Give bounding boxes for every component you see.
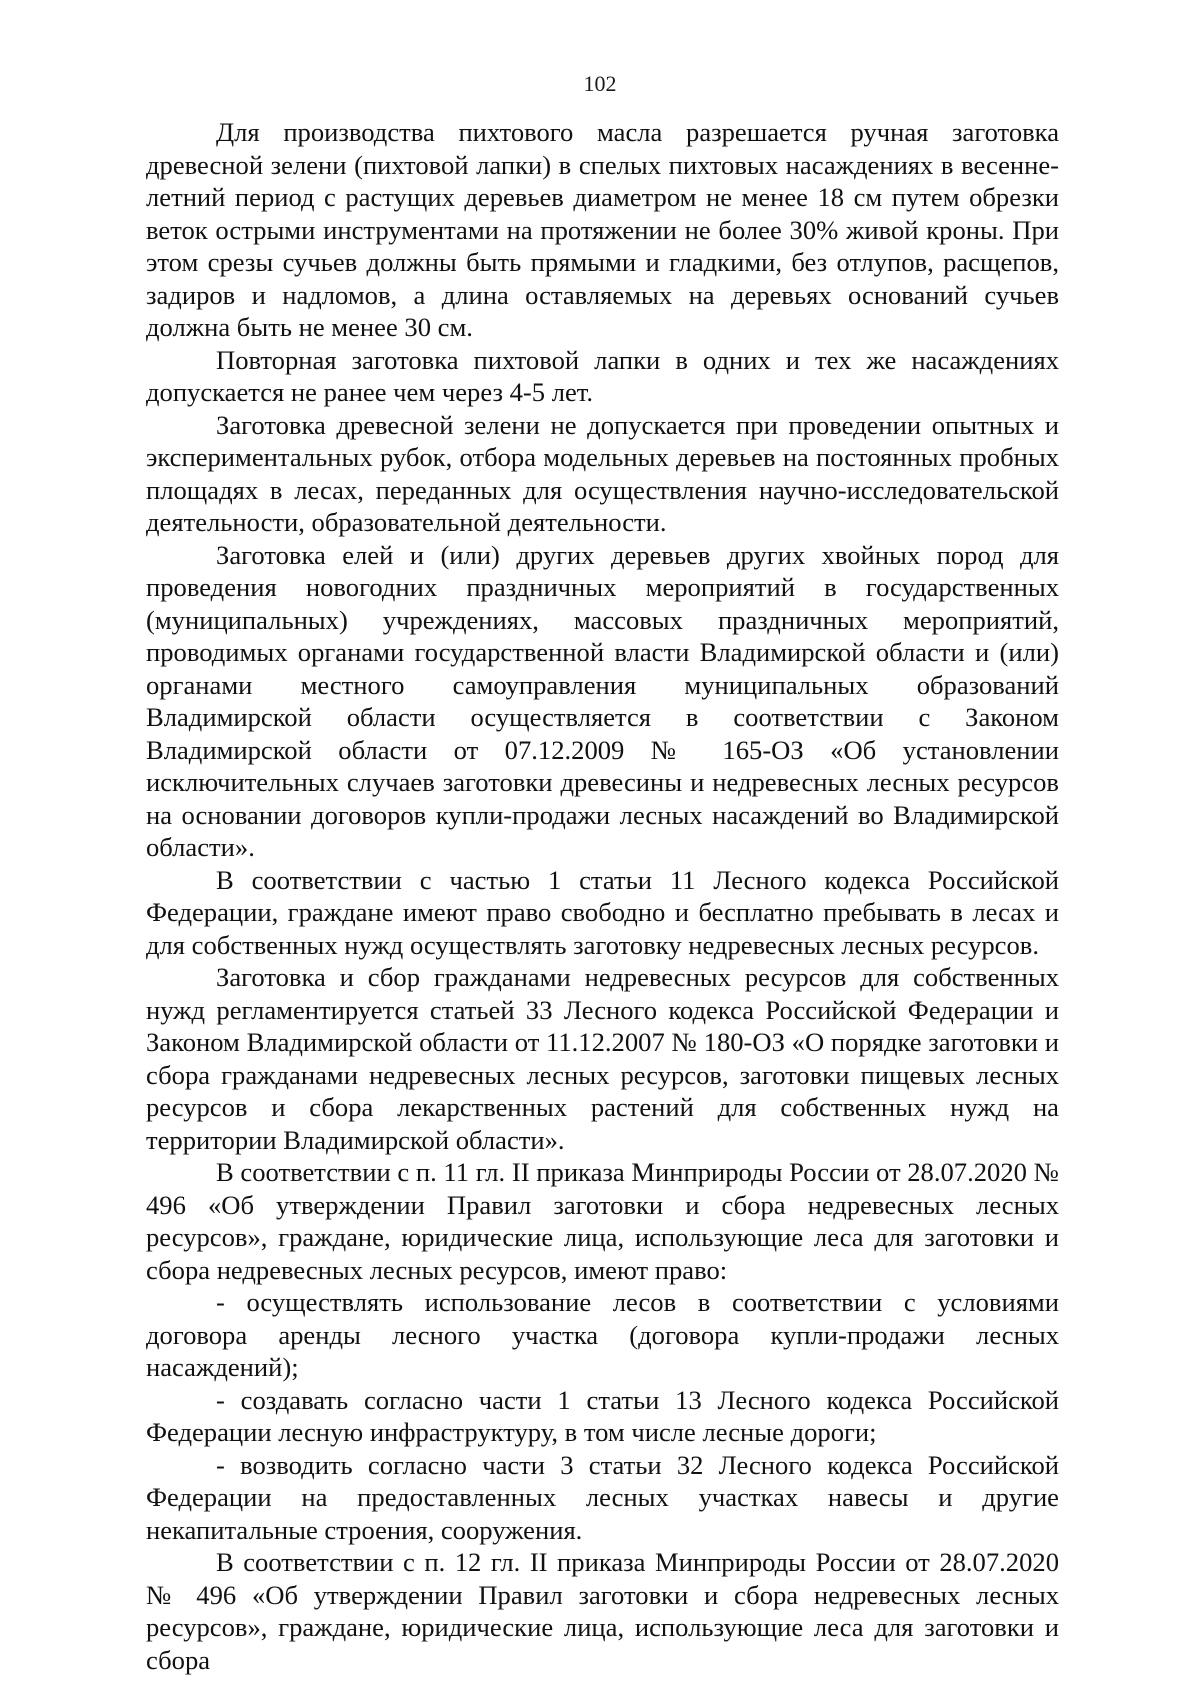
paragraph-repeat-harvesting: Повторная заготовка пихтовой лапки в одних и тех же насаждениях допускается не ранее чем через 4-5 лет. bbox=[146, 344, 1059, 407]
list-item-structures: - возводить согласно части 3 статьи 32 Лесного кодекса Российской Федерации на предоставленных лесных участках навесы и другие некапитальные строения, сооружения. bbox=[146, 1449, 1059, 1545]
paragraph-citizens-rights: В соответствии с частью 1 статьи 11 Лесного кодекса Российской Федерации, граждане имеют право свободно и бесплатно пребывать в лесах и для собственных нужд осуществлять заготовку недревесных лесных ресурсов. bbox=[146, 864, 1059, 960]
paragraph-new-year-trees: Заготовка елей и (или) других деревьев других хвойных пород для проведения новогодних праздничных мероприятий в государственных (муниципальных) учреждениях, массовых праздничных мероприятий, проводимых органами государственной власти Владимирской области и (или) органами местного самоуправления муниципальных образований Владимирской области осуществляется в соответствии с Законом Владимирской области от 07.12.2009 № 165-ОЗ «Об установлении исключительных случаев заготовки древесины и недревесных лесных ресурсов на основании договоров купли-продажи лесных насаждений во Владимирской области». bbox=[146, 539, 1059, 862]
paragraph-greenery-restrictions: Заготовка древесной зелени не допускается при проведении опытных и экспериментальных рубок, отбора модельных деревьев на постоянных пробных площадях в лесах, переданных для осуществления научно-исследовательской деятельности, образовательной деятельности. bbox=[146, 409, 1059, 537]
paragraph-fir-oil-harvesting: Для производства пихтового масла разрешается ручная заготовка древесной зелени (пихтовой лапки) в спелых пихтовых насаждениях в весенне-летний период с растущих деревьев диаметром не менее 18 см путем обрезки веток острыми инструментами на протяжении не более 30% живой кроны. При этом срезы сучьев должны быть прямыми и гладкими, без отлупов, расщепов, задиров и надломов, а длина оставляемых на деревьях оснований сучьев должна быть не менее 30 см. bbox=[146, 117, 1059, 342]
paragraph-citizens-harvesting-regulation: Заготовка и сбор гражданами недревесных ресурсов для собственных нужд регламентируется статьей 33 Лесного кодекса Российской Федерации и Законом Владимирской области от 11.12.2007 № 180-ОЗ «О порядке заготовки и сбора гражданами недревесных лесных ресурсов, заготовки пищевых лесных ресурсов и сбора лекарственных растений для собственных нужд на территории Владимирской области». bbox=[146, 962, 1059, 1155]
list-item-infrastructure: - создавать согласно части 1 статьи 13 Лесного кодекса Российской Федерации лесную инфраструктуру, в том числе лесные дороги; bbox=[146, 1384, 1059, 1447]
document-body bbox=[146, 116, 1059, 1676]
paragraph-order-p11: В соответствии с п. 11 гл. II приказа Минприроды России от 28.07.2020 № 496 «Об утверждении Правил заготовки и сбора недревесных лесных ресурсов», граждане, юридические лица, использующие леса для заготовки и сбора недревесных лесных ресурсов, имеют право: bbox=[146, 1157, 1059, 1285]
page-number: 102 bbox=[583, 71, 617, 96]
paragraph-order-p12: В соответствии с п. 12 гл. II приказа Минприроды России от 28.07.2020 № 496 «Об утверждении Правил заготовки и сбора недревесных лесных ресурсов», граждане, юридические лица, использующие леса для заготовки и сбора bbox=[146, 1547, 1059, 1675]
list-item-forest-use: - осуществлять использование лесов в соответствии с условиями договора аренды лесного участка (договора купли-продажи лесных насаждений); bbox=[146, 1287, 1059, 1382]
